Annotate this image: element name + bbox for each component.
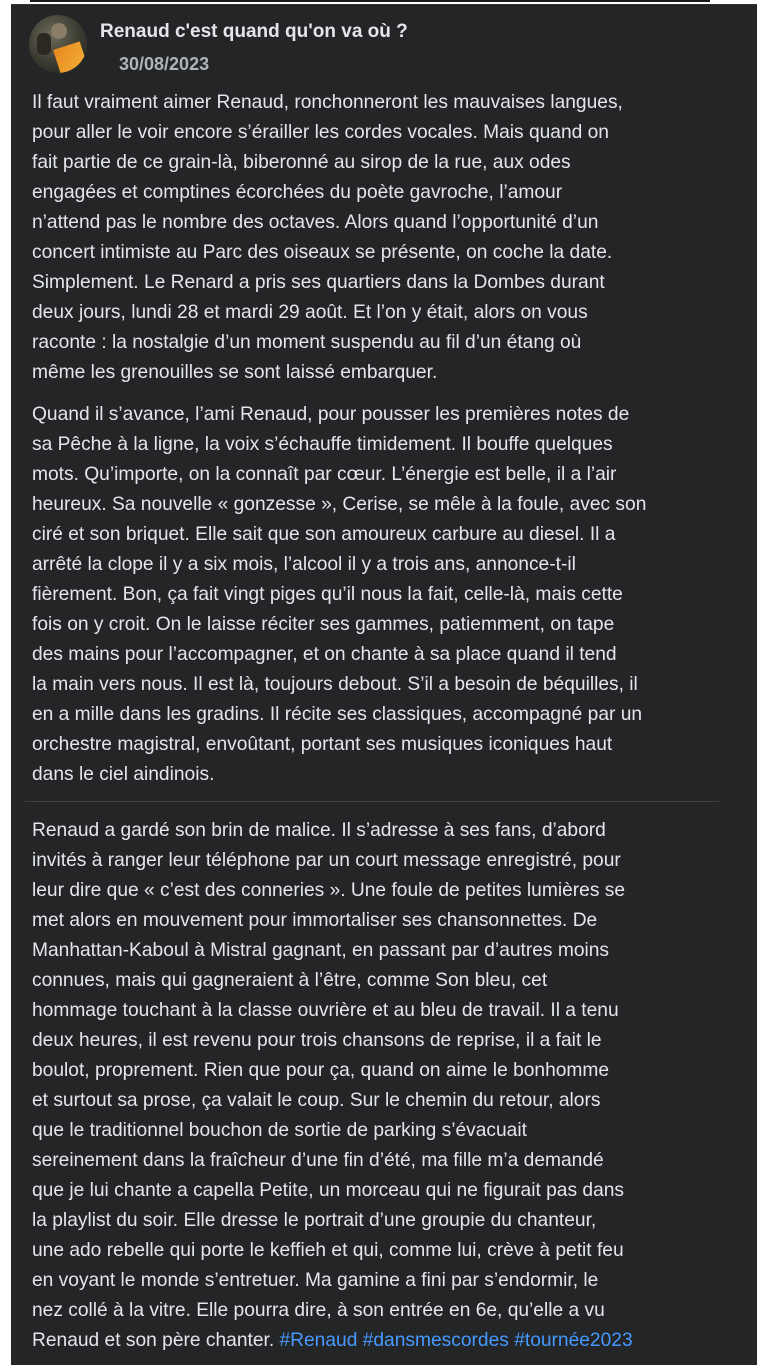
hashtag-tournee2023[interactable]: #tournée2023: [514, 1330, 633, 1351]
post-paragraph-3: [32, 816, 732, 1356]
post-card: [11, 4, 757, 1365]
avatar-figure-head: [51, 23, 67, 39]
profile-avatar[interactable]: [29, 15, 87, 73]
avatar-orange-object: [53, 41, 87, 73]
section-divider: [25, 801, 719, 802]
hashtag-list: [279, 1330, 632, 1351]
post-paragraph-1: Il faut vraiment aimer Renaud, ronchonneront les mauvaises langues, pour aller le voir encore s’érailler les cordes vocales. Mais quand on fait partie de ce grain-là, biberonné au sirop de la rue, aux odes engagées et comptines écorchées du poète gavroche, l’amour n’attend pas le nombre des octaves. Alors quand l’opportunité d’un concert intimiste au Parc des oiseaux se présente, on coche la date. Simplement. Le Renard a pris ses quartiers dans la Dombes durant deux jours, lundi 28 et mardi 29 août. Et l’on y était, alors on vous raconte : la nostalgie d’un moment suspendu au fil d’un étang où même les grenouilles se sont laissé embarquer.: [32, 92, 623, 383]
post-paragraph-3-text: Renaud a gardé son brin de malice. Il s’adresse à ses fans, d’abord invités à ranger leur téléphone par un court message enregistré, pour leur dire que « c’est des conneries ». Une foule de petites lumières se met alors en mouvement pour immortaliser ses chansonnettes. De Manhattan-Kaboul à Mistral gagnant, en passant par d’autres moins connues, mais qui gagneraient à l’être, comme Son bleu, cet hommage touchant à la classe ouvrière et au bleu de travail. Il a tenu deux heures, il est revenu pour trois chansons de reprise, il a fait le boulot, proprement. Rien que pour ça, quand on aime le bonhomme et surtout sa prose, ça valait le coup. Sur le chemin du retour, alors que le traditionnel bouchon de sortie de parking s’évacuait sereinement dans la fraîcheur d’une fin d’été, ma fille m’a demandé que je lui chante a capella Petite, un morceau qui ne figurait pas dans la playlist du soir. Elle dresse le portrait d’une groupie du chanteur, une ado rebelle qui porte le keffieh et qui, comme lui, crève à petit feu en voyant le monde s’entretuer. Ma gamine a fini par s’endormir, le nez collé à la vitre. Elle pourra dire, à son entrée en 6e, qu’elle a vu Renaud et son père chanter.: [32, 820, 626, 1351]
post-date[interactable]: 30/08/2023: [119, 54, 210, 74]
top-border-line: [30, 0, 710, 2]
hashtag-dansmescordes[interactable]: #dansmescordes: [362, 1330, 509, 1351]
hashtag-renaud[interactable]: #Renaud: [279, 1330, 358, 1351]
post-paragraph-2: Quand il s’avance, l’ami Renaud, pour pousser les premières notes de sa Pêche à la ligne, la voix s’échauffe timidement. Il bouffe quelques mots. Qu’importe, on la connaît par cœur. L’énergie est belle, il a l’air heureux. Sa nouvelle « gonzesse », Cerise, se mêle à la foule, avec son ciré et son briquet. Elle sait que son amoureux carbure au diesel. Il a arrêté la clope il y a six mois, l’alcool il y a trois ans, annonce-t-il fièrement. Bon, ça fait vingt piges qu’il nous la fait, celle-là, mais cette fois on y croit. On le laisse réciter ses gammes, patiemment, on tape des mains pour l’accompagner, et on chante à sa place quand il tend la main vers nous. Il est là, toujours debout. S’il a besoin de béquilles, il en a mille dans les gradins. Il récite ses classiques, accompagné par un orchestre magistral, envoûtant, portant ses musiques iconiques haut dans le ciel aindinois.: [32, 404, 647, 785]
post-title[interactable]: Renaud c'est quand qu'on va où ?: [100, 21, 408, 42]
avatar-figure-body: [37, 33, 51, 55]
